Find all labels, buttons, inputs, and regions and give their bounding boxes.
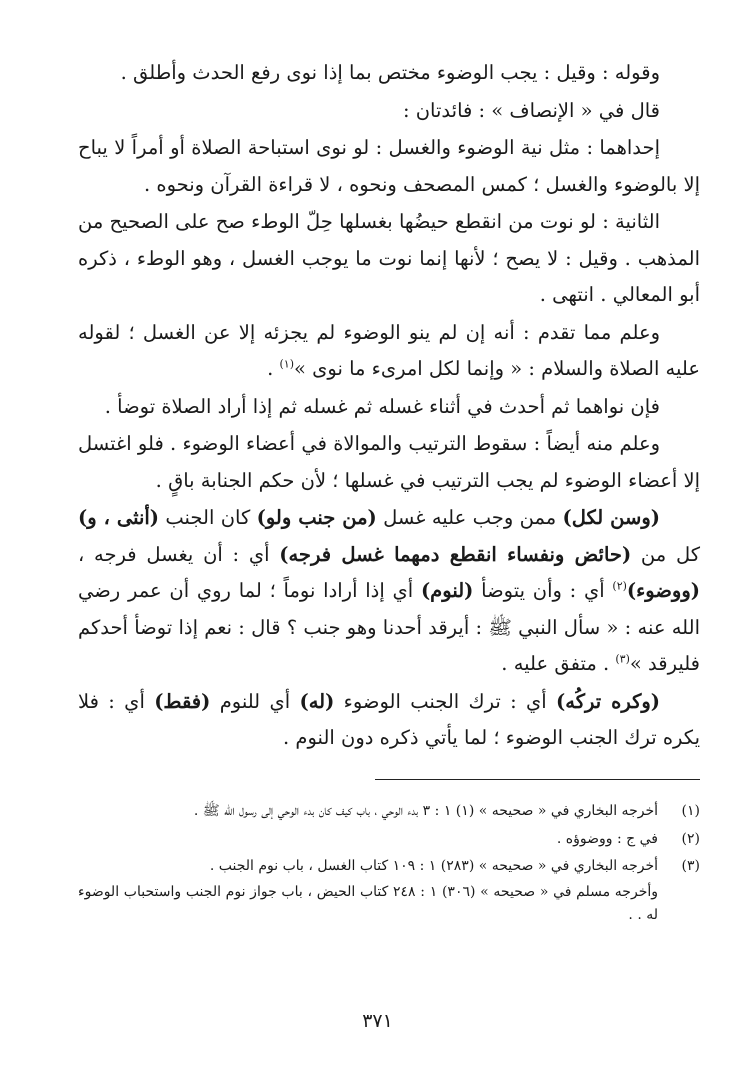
sharh-text: أي للنوم <box>210 689 300 713</box>
footnote-number: (١) <box>681 803 700 819</box>
footnote-3 <box>78 855 700 879</box>
matn-phrase: (فقط) <box>154 689 211 713</box>
paragraph-1: وقوله : وقيل : يجب الوضوء مختص بما إذا نوى رفع الحدث وأطلق . <box>120 61 660 84</box>
matn-phrase: (له) <box>299 689 335 713</box>
matn-phrase: (ووضوء) <box>626 579 700 602</box>
footnote-text: وأخرجه مسلم في « صحيحه » (٣٠٦) ١ : ٢٤٨ كتاب الحيض ، باب جواز نوم الجنب واستحباب الوضوء له . . <box>78 883 658 923</box>
paragraph-9 <box>78 684 700 757</box>
footnote-divider <box>375 779 700 780</box>
sharh-text: ممن وجب عليه غسل <box>376 506 563 529</box>
paragraph-8 <box>78 500 700 683</box>
matn-phrase: (وسن لكل) <box>562 506 660 529</box>
sharh-text: أي : ترك الجنب الوضوء <box>334 689 557 713</box>
sharh-text: أي إذا أرادا نوماً ؛ لما روي أن عمر رضي الله عنه : « سأل النبي ﷺ : أيرقد أحدنا وهو جنب ؟ قال : نعم إذا توضأ أحدكم فليرقد » <box>78 579 700 675</box>
matn-phrase: (حائض ونفساء انقطع دمهما غسل فرجه) <box>279 542 632 566</box>
footnote-text: في ج : ووضوؤه . <box>556 830 658 847</box>
footnote-ref-1[interactable]: (١) <box>279 357 294 371</box>
matn-phrase: (أنثى ، و) <box>78 506 160 529</box>
main-text <box>78 55 700 757</box>
footnotes <box>78 800 700 932</box>
sharh-text: كان الجنب <box>159 506 257 529</box>
footnote-1 <box>78 800 700 824</box>
footnote-ref-3[interactable]: (٣) <box>615 652 630 666</box>
footnote-text: أخرجه البخاري في « صحيحه » (١) ١ : ٣ بدء الوحي ، باب كيف كان بدء الوحي إلى رسول الله ﷺ . <box>193 803 658 819</box>
paragraph-5 <box>78 315 700 388</box>
footnote-text: أخرجه البخاري في « صحيحه » (٢٨٣) ١ : ١٠٩ كتاب الغسل ، باب نوم الجنب . <box>209 858 658 874</box>
sharh-text: أي : أن يغسل فرجه ، <box>78 542 280 566</box>
footnote-2 <box>78 828 700 852</box>
sharh-text: كل من <box>631 542 701 566</box>
paragraph-3: إحداهما : مثل نية الوضوء والغسل : لو نوى استباحة الصلاة أو أمراً لا يباح إلا بالوضوء والغسل ؛ كمس المصحف ونحوه ، لا قراءة القرآن ونحوه . <box>78 136 700 196</box>
sharh-text: . متفق عليه . <box>501 652 616 675</box>
matn-phrase: (من جنب ولو) <box>256 506 377 529</box>
paragraph-7: وعلم منه أيضاً : سقوط الترتيب والموالاة في أعضاء الوضوء . فلو اغتسل إلا أعضاء الوضوء لم يجب الترتيب في غسلها ؛ لأن حكم الجنابة باقٍ . <box>78 432 700 492</box>
paragraph-4: الثانية : لو نوت من انقطع حيضُها بغسلها حِلّ الوطء صح على الصحيح من المذهب . وقيل : لا يصح ؛ لأنها إنما نوت ما يوجب الغسل ، وهو الوطء ، ذكره أبو المعالي . انتهى . <box>78 210 700 306</box>
sharh-text: أي : وأن يتوضأ <box>473 579 613 602</box>
paragraph-5-text: وعلم مما تقدم : أنه إن لم ينو الوضوء لم يجزئه إلا عن الغسل ؛ لقوله عليه الصلاة والسلام : « وإنما لكل امرىء ما نوى » <box>78 320 700 380</box>
sharh-text: أي : فلا يكره ترك الجنب الوضوء ؛ لما يأتي ذكره دون النوم . <box>78 689 700 749</box>
matn-phrase: (لنوم) <box>420 579 474 602</box>
footnote-ref-2[interactable]: (٢) <box>612 579 627 593</box>
footnote-number: (٢) <box>681 830 700 847</box>
footnote-3-continuation <box>78 881 700 928</box>
paragraph-5-end: . <box>267 357 280 380</box>
paragraph-2: قال في « الإنصاف » : فائدتان : <box>402 98 660 122</box>
page-number: ٣٧١ <box>362 1010 393 1032</box>
matn-phrase: (وكره تركُه) <box>556 689 661 713</box>
footnote-number: (٣) <box>681 858 700 874</box>
paragraph-6: فإن نواهما ثم أحدث في أثناء غسله ثم غسله ثم إذا أراد الصلاة توضأ . <box>104 394 660 418</box>
